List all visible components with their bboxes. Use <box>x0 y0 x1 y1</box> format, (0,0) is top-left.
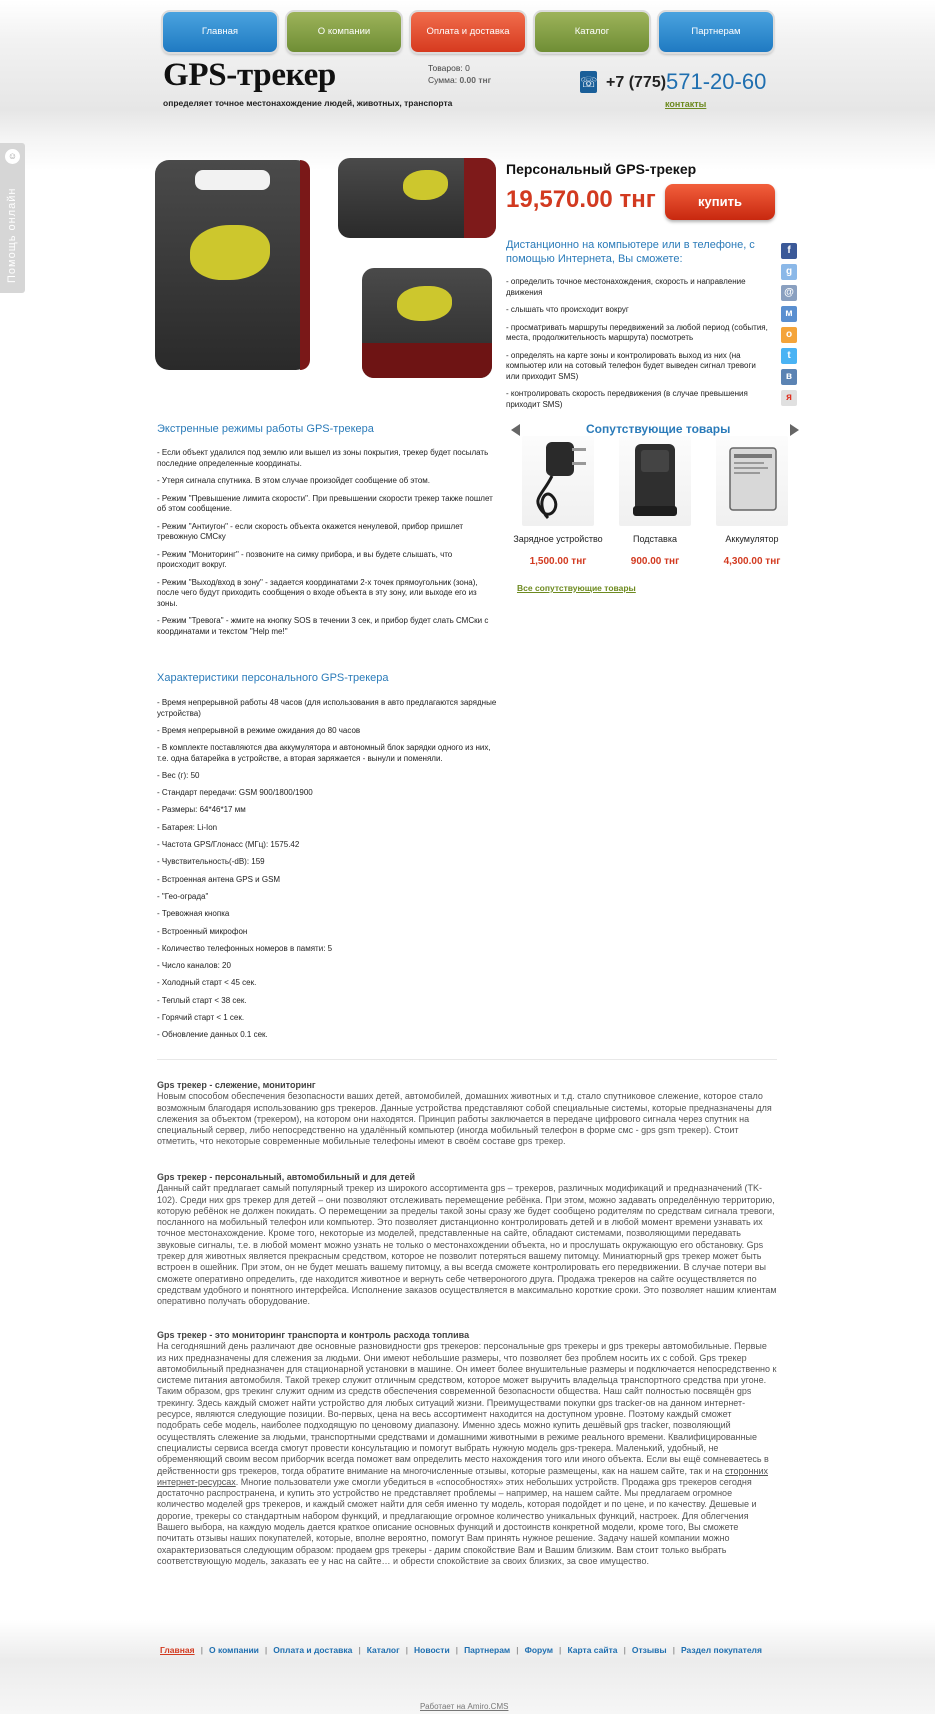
list-item: - Режим "Мониторинг" - позвоните на симку прибора, и вы будете слышать, что происходит вокруг. <box>157 549 453 569</box>
footer-separator: | <box>623 1645 626 1655</box>
list-item: - Время непрерывной работы 48 часов (для использования в авто предлагаются зарядные устройства) <box>157 698 497 718</box>
nav-payment-delivery[interactable]: Оплата и доставка <box>411 12 525 52</box>
related-item-name: Подставка <box>633 534 677 544</box>
list-item: - В комплекте поставляются два аккумулятора и автономный блок зарядки одного из них, т.е. одна батарейка в устройстве, а вторая заряжается - вынули и поменяли. <box>157 743 491 763</box>
related-products-carousel <box>510 436 800 567</box>
battery-image[interactable] <box>716 436 788 526</box>
list-item: - Если объект удалился под землю или вышел из зоны покрытия, трекер будет посылать последние определенные координаты. <box>157 448 489 468</box>
footer-separator: | <box>559 1645 562 1655</box>
related-item-name: Зарядное устройство <box>513 534 603 544</box>
list-item: - Утеря сигнала спутника. В этом случае произойдет сообщение об этом. <box>157 476 431 485</box>
section-divider <box>157 1059 777 1060</box>
seo-text-part: На сегодняшний день различают две основные разновидности gps трекеров: персональные gps трекеры и gps трекеры автомобильные. Первые из них предназначены для слежения за людьми. Они имеют небольшие размеры, что позволяет без проблем носить их с собой. Gps трекер автомобильный предназначен для стационарной установки в машине. Он имеет более внушительные размеры и подключается непосредственно к системе питания автомобиля. Такой трекер служит отличным средством, которое может выручить владельца транспортного средства при угоне. Таким образом, gps трекинг служит одним из средств обеспечения современной безопасности общества. Наш сайт полностью посвящён gps трекингу. Здесь каждый сможет найти устройство для любых ситуаций жизни. Преимуществами покупки gps tracker-ов на данном интернет-ресурсе, являются следующие позиции. Во-первых, цена на весь ассортимент находится на доступном уровне. Поэтому каждый сможет подобрать себе модель, наиболее подходящую по ценовому диапазону. Именно здесь можно купить дешёвый gps tracker, позволяющий осуществлять слежение за людьми, транспортными средствами и домашними животными в режиме реального времени. Квалифицированные специалисты сервиса всегда смогут провести консультацию и помогут выбрать нужную модель gps-трекера. Маленький, удобный, не обременяющий своим весом приборчик всегда поможет вам определить место нахождения того или иного объекта. Если вы ещё сомневаетесь в действенности gps трекеров, тогда обратите внимание на многочисленные отзывы, которые размещены, как на нашем сайте, так и на <box>157 1341 777 1476</box>
seo-block-monitoring <box>157 1080 777 1148</box>
related-item-name: Аккумулятор <box>725 534 779 544</box>
seo-paragraph: Новым способом обеспечения безопасности ваших детей, автомобилей, домашних животных и т.д. стало спутниковое слежение, которое стало возможным благодаря использованию gps трекеров. Данные устройства представляют собой специальные системы, которые предназначены для слежения за объектом (трекером), на котором они находятся. Принцип работы заключается в передаче цифрового сигнала через спутник на специальный сервер, либо непосредственно на удалённый компьютер (иногда мобильный телефон в форме смс - gps gsm трекер). Стоит отметить, что некоторые современные мобильные телефоны имеют в своём составе gps трекер. <box>157 1091 772 1147</box>
footer-separator: | <box>264 1645 268 1655</box>
nav-catalog[interactable]: Каталог <box>535 12 649 52</box>
external-resources-link[interactable]: сторонних интернет-ресурсах <box>157 1465 768 1487</box>
nav-partners[interactable]: Партнерам <box>659 12 773 52</box>
list-item: - Режим "Выход/вход в зону" - задается координатами 2-х точек прямоугольник (зона), после чего будут приходить сообщения о входе объекта в эту зону, или выходе его из зоны. <box>157 577 478 608</box>
list-item: - "Гео-ограда" <box>157 891 209 901</box>
site-logo[interactable]: GPS-трекер <box>163 57 336 93</box>
list-item: - определить точное местонахождения, скорость и направление движения <box>506 277 746 297</box>
footer-link[interactable]: Партнерам <box>464 1645 511 1655</box>
all-related-link[interactable]: Все сопутствующие товары <box>517 583 636 593</box>
seo-block-personal <box>157 1172 777 1308</box>
footer-link[interactable]: Раздел покупателя <box>681 1645 762 1655</box>
list-item: - Стандарт передачи: GSM 900/1800/1900 <box>157 788 313 798</box>
seo-paragraph <box>157 1341 777 1567</box>
contacts-link[interactable]: контакты <box>665 99 707 109</box>
list-item: - Встроенный микрофон <box>157 926 248 936</box>
cart-sum-label: Сумма: <box>428 75 458 85</box>
cart-items-label: Товаров: <box>428 63 463 73</box>
cart-items-value: 0 <box>465 63 470 73</box>
footer-link[interactable]: Карта сайта <box>567 1645 618 1655</box>
seo-heading: Gps трекер - слежение, мониторинг <box>157 1080 316 1090</box>
footer-link[interactable]: Отзывы <box>631 1645 667 1655</box>
list-item: - Число каналов: 20 <box>157 961 231 971</box>
twitter-icon[interactable]: t <box>781 348 797 364</box>
yandex-icon[interactable]: я <box>781 390 797 406</box>
footer-separator: | <box>358 1645 361 1655</box>
odnoklassniki-icon[interactable]: о <box>781 327 797 343</box>
seo-block-transport <box>157 1330 777 1567</box>
related-prev-arrow[interactable] <box>511 424 520 436</box>
seo-paragraph: Данный сайт предлагает самый популярный трекер из широкого ассортимента gps – трекеров, различных модификаций и предназначений (TK-102). Среди них gps трекер для детей – они позволяют отслеживать перемещение ребёнка. При этом, можно задавать определённую территорию, которую ребёнок не должен покидать. О перемещении за пределы такой зоны сразу же будет сообщено родителям по средствам сигнала тревоги, посланного на мобильный телефон или компьютер. Это позволяет дистанционно контролировать детей и в любой момент времени узнавать их точное местонахождение. Кроме того, некоторые из моделей, представленные на сайте, обладают системами, позволяющими передавать звуковые сигналы, т.е. в любой момент можно узнать не только о местонахождении объекта, но и прослушать окружающую его обстановку. Gps трекер для животных является прекрасным средством, которое не позволит потеряться вашему питомцу. Миниатюрный gps трекер может быть встроен в ошейник. При этом, он не будет мешать вашему питомцу, а вы всегда сможете контролировать его передвижении. В случае потери вы сможете оперативно определить, где находится животное и вернуть себе четвероногого друга. Продажа трекеров на сайте осуществляется по средствам удобного и понятного интерфейса. Исполнение заказов осуществляется в максимально короткие сроки. Это позволяет нашим клиентам оперативно получать оборудование. <box>157 1183 777 1307</box>
specs-heading: Характеристики персонального GPS-трекера <box>157 672 389 684</box>
phone-number: 571-20-60 <box>666 69 767 94</box>
list-item: - Батарея: Li-Ion <box>157 822 218 832</box>
help-online-tab[interactable] <box>0 143 25 293</box>
list-item: - Частота GPS/Глонасс (МГц): 1575.42 <box>157 840 300 850</box>
footer-link[interactable]: Оплата и доставка <box>273 1645 353 1655</box>
list-item: - Чувствительность(-dB): 159 <box>157 857 265 867</box>
product-image-back[interactable] <box>362 268 492 378</box>
list-item: - Встроенная антена GPS и GSM <box>157 874 281 884</box>
footer-separator: | <box>672 1645 675 1655</box>
related-item-price: 1,500.00 тнг <box>529 556 587 567</box>
product-gallery <box>155 155 500 400</box>
footer-link[interactable]: Новости <box>414 1645 450 1655</box>
footer-link[interactable]: О компании <box>208 1645 259 1655</box>
list-item: - Количество телефонных номеров в памяти: 5 <box>157 943 333 953</box>
help-online-label: Помощь онлайн <box>6 187 18 283</box>
product-image-side[interactable] <box>338 158 496 238</box>
product-title: Персональный GPS-трекер <box>506 161 697 177</box>
list-item: - Режим "Превышение лимита скорости". При превышении скорости трекер также пошлет об этом сообщение. <box>157 493 493 513</box>
related-item-price: 900.00 тнг <box>630 556 680 567</box>
chat-icon: ☺ <box>5 149 20 164</box>
related-item-price: 4,300.00 тнг <box>723 556 781 567</box>
related-products-heading: Сопутствующие товары <box>586 422 731 436</box>
footer-link[interactable]: Главная <box>160 1645 195 1655</box>
powered-by-link[interactable]: Работает на Amiro.CMS <box>420 1702 509 1711</box>
footer-separator: | <box>516 1645 519 1655</box>
site-tagline: определяет точное местонахождение людей, животных, транспорта <box>163 98 453 108</box>
list-item: - Обновление данных 0.1 сек. <box>157 1030 268 1040</box>
social-share-bar <box>781 243 797 411</box>
cart-sum-value: 0.00 тнг <box>459 75 492 85</box>
buy-button[interactable]: купить <box>665 184 775 220</box>
gps-tracker-logo-icon <box>397 286 452 321</box>
feature-list <box>506 277 768 417</box>
nav-about[interactable]: О компании <box>287 12 401 52</box>
google-icon[interactable]: g <box>781 264 797 280</box>
nav-home[interactable]: Главная <box>163 12 277 52</box>
cart-summary[interactable] <box>428 62 491 86</box>
stand-image[interactable] <box>619 436 691 526</box>
seo-text-part: . Многие пользователи уже смогли убедиться в «способностях» этих небольших устройств. Продажа gps трекеров сегодня достаточно распространена, и купить это устройство не представляет проблемы – например, на нашем сайте. Мы предлагаем огромное количество моделей gps трекеров, и каждый сможет найти для себя именно ту модель, которая подойдет и по цене, и по качеству. Дешевые и дорогие, трекеры со стандартным набором функций, и предлагающие огромное количество уникальных функций, настроек. Для облегчения Вашего выбора, на каждую модель дается краткое описание основных функций и достоинств конкретной модели, кроме того, Вы сможете почитать отзывы наших покупателей, которые, вполне вероятно, помогут Вам принять нужное решение. Задачу нашей компании можно охарактеризоваться следующим образом: продаем gps трекеры - дарим спокойствие Вам и Вашим близким. Вам стоит только выбрать соответствующую модель, заказать ее у нас на сайте… и обрести спокойствие за своих близких, за свое имущество. <box>157 1476 757 1566</box>
list-item: - Вес (г): 50 <box>157 770 200 780</box>
list-item: - Тревожная кнопка <box>157 909 230 919</box>
charger-image[interactable] <box>522 436 594 526</box>
main-nav <box>163 12 773 54</box>
phone-prefix: +7 (775) <box>606 74 667 91</box>
list-item: - определять на карте зоны и контролировать выход из них (на компьютер или на сотовый телефон будет выведен сигнал тревоги или приходит SMS) <box>506 350 756 381</box>
product-image-main[interactable] <box>155 160 310 370</box>
list-item: - слышать что происходит вокруг <box>506 305 629 314</box>
product-price: 19,570.00 тнг <box>506 186 656 213</box>
facebook-icon[interactable]: f <box>781 243 797 259</box>
footer-link[interactable]: Каталог <box>366 1645 400 1655</box>
list-item: - Холодный старт < 45 сек. <box>157 978 257 988</box>
list-item: - контролировать скорость передвижения (в случае превышения приходит SMS) <box>506 389 748 409</box>
footer-separator: | <box>455 1645 459 1655</box>
seo-heading: Gps трекер - это мониторинг транспорта и контроль расхода топлива <box>157 1330 470 1340</box>
footer-nav <box>160 1645 780 1655</box>
list-item: - Размеры: 64*46*17 мм <box>157 805 246 815</box>
remote-intro: Дистанционно на компьютере или в телефоне, с помощью Интернета, Вы сможете: <box>506 239 755 265</box>
emergency-modes-heading: Экстренные режимы работы GPS-трекера <box>157 423 374 435</box>
footer-link[interactable]: Форум <box>524 1645 554 1655</box>
vkontakte-icon[interactable]: в <box>781 369 797 385</box>
seo-heading: Gps трекер - персональный, автомобильный и для детей <box>157 1172 416 1182</box>
list-item: - просматривать маршруты передвижений за любой период (события, места, продолжительность маршрута) посмотреть <box>506 322 768 342</box>
footer-separator: | <box>405 1645 409 1655</box>
list-item: - Теплый старт < 38 сек. <box>157 995 247 1005</box>
list-item: - Режим "Тревога" - жмите на кнопку SOS в течении 3 сек, и прибор будет слать СМСки с координатами и текстом "Help me!" <box>157 616 489 636</box>
gps-tracker-logo-icon <box>190 225 270 280</box>
moimir-icon[interactable]: м <box>781 306 797 322</box>
related-next-arrow[interactable] <box>790 424 799 436</box>
list-item: - Время непрерывной в режиме ожидания до 80 часов <box>157 725 361 735</box>
mail-icon[interactable]: @ <box>781 285 797 301</box>
footer-separator: | <box>200 1645 203 1655</box>
emergency-modes-list <box>157 448 497 644</box>
gps-tracker-logo-icon <box>403 170 448 200</box>
phone-icon: ☏ <box>580 71 597 93</box>
list-item: - Горячий старт < 1 сек. <box>157 1013 245 1023</box>
list-item: - Режим "Антиугон" - если скорость объекта окажется ненулевой, прибор пришлет тревожную СМСку <box>157 521 464 541</box>
specs-list <box>157 698 497 1048</box>
